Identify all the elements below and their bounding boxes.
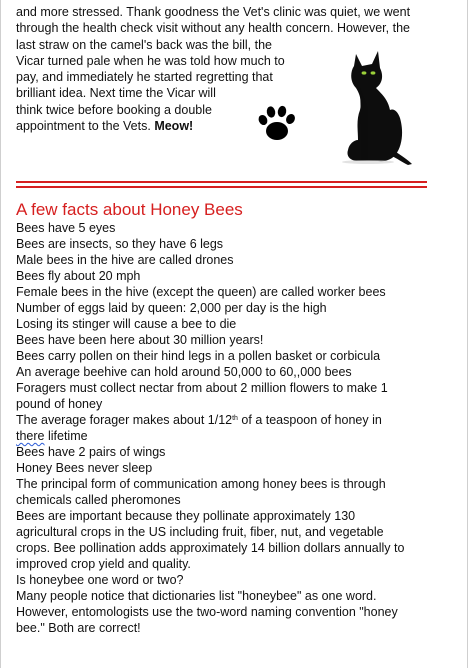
fact-item xyxy=(16,268,456,284)
fact-line: Bees fly about 20 mph xyxy=(16,269,141,283)
fact-item xyxy=(16,476,456,508)
fact-line: However, entomologists use the two-word naming convention "honey xyxy=(16,605,398,619)
story-last-text: appointment to the Vets. xyxy=(16,119,151,134)
fact-line: crops. Bee pollination adds approximately 14 billion dollars annually to xyxy=(16,541,405,555)
fact-item xyxy=(16,572,456,588)
story-line: pay, and immediately he started regretting that xyxy=(16,70,273,85)
fact-line: Bees have 2 pairs of wings xyxy=(16,445,166,459)
fact-line: agricultural crops in the US including fruit, fiber, nut, and vegetable xyxy=(16,525,384,539)
forager-sup: th xyxy=(232,415,238,422)
fact-line: An average beehive can hold around 50,000 to 60,,000 bees xyxy=(16,365,352,379)
fact-item-forager xyxy=(16,412,456,444)
facts-list xyxy=(16,220,456,636)
fact-item xyxy=(16,588,456,636)
section-heading: A few facts about Honey Bees xyxy=(16,200,243,219)
fact-item xyxy=(16,380,456,412)
fact-item xyxy=(16,348,456,364)
fact-item xyxy=(16,508,456,572)
story-line: think twice before booking a double xyxy=(16,102,212,117)
fact-line: Foragers must collect nectar from about 2 million flowers to make 1 xyxy=(16,381,388,395)
fact-line: Bees are important because they pollinate approximately 130 xyxy=(16,509,356,523)
fact-line: bee." Both are correct! xyxy=(16,621,141,635)
fact-line: pound of honey xyxy=(16,397,103,411)
fact-item xyxy=(16,284,456,300)
paw-print-icon xyxy=(256,103,298,143)
fact-line: Number of eggs laid by queen: 2,000 per day is the high xyxy=(16,301,327,315)
fact-item xyxy=(16,220,456,236)
fact-line: Bees have 5 eyes xyxy=(16,221,116,235)
fact-line xyxy=(16,428,456,444)
fact-item xyxy=(16,236,456,252)
black-cat-image xyxy=(338,48,416,166)
story-line: and more stressed. Thank goodness the Vet's clinic was quiet, we went xyxy=(16,5,411,19)
fact-line: Bees have been here about 30 million years! xyxy=(16,333,264,347)
fact-line: Losing its stinger will cause a bee to die xyxy=(16,317,237,331)
fact-line: Many people notice that dictionaries list "honeybee" as one word. xyxy=(16,589,377,603)
fact-item xyxy=(16,444,456,460)
fact-line: Honey Bees never sleep xyxy=(16,461,153,475)
fact-line xyxy=(16,412,456,428)
meow-text: Meow! xyxy=(154,119,194,134)
fact-line: Bees carry pollen on their hind legs in a pollen basket or corbicula xyxy=(16,349,381,363)
fact-item xyxy=(16,332,456,348)
fact-item xyxy=(16,364,456,380)
forager-post: of a teaspoon of honey in xyxy=(237,413,382,427)
fact-item xyxy=(16,316,456,332)
story-line: through the health check visit without any health concern. However, the xyxy=(16,21,410,36)
misspelled-word[interactable]: there xyxy=(16,429,45,443)
story-line: last straw on the camel's back was the bill, the xyxy=(16,37,272,52)
story-line: Vicar turned pale when he was told how much to xyxy=(16,53,285,68)
fact-item xyxy=(16,460,456,476)
fact-item xyxy=(16,300,456,316)
fact-line: Male bees in the hive are called drones xyxy=(16,253,234,267)
fact-line: The principal form of communication among honey bees is through xyxy=(16,477,386,491)
fact-line: Bees are insects, so they have 6 legs xyxy=(16,237,224,251)
fact-line: chemicals called pheromones xyxy=(16,493,181,507)
fact-line: Is honeybee one word or two? xyxy=(16,573,184,587)
fact-item xyxy=(16,252,456,268)
fact-line: Female bees in the hive (except the queen) are called worker bees xyxy=(16,285,386,299)
forager-tail: lifetime xyxy=(44,429,88,443)
section-divider xyxy=(16,178,427,192)
fact-line: improved crop yield and quality. xyxy=(16,557,191,571)
forager-pre: The average forager makes about 1/12 xyxy=(16,413,233,427)
story-line: brilliant idea. Next time the Vicar will xyxy=(16,86,216,101)
